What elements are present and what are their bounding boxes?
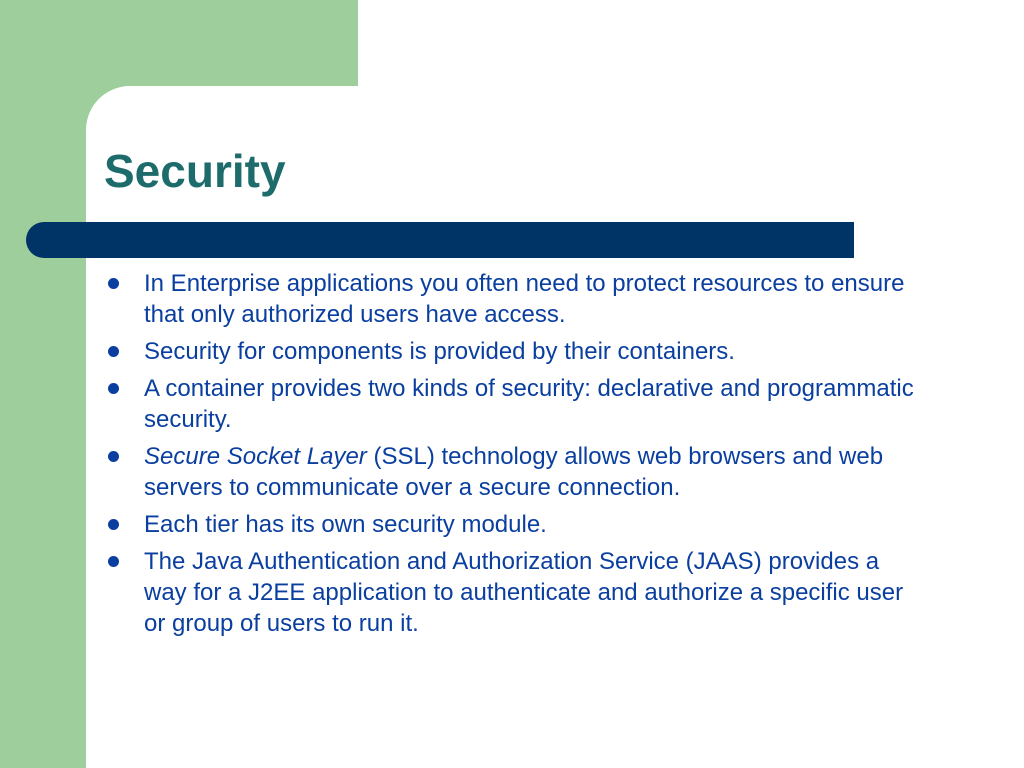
bullet-item (104, 268, 924, 330)
bullet-dot-icon (108, 556, 119, 567)
slide-title: Security (104, 145, 286, 197)
title-underline-bar (26, 222, 854, 258)
bullet-text: In Enterprise applications you often need to protect resources to ensure that only authorized users have access. (144, 270, 905, 328)
bullet-item (104, 373, 924, 435)
bullet-dot-icon (108, 519, 119, 530)
bullet-italic-text: Secure Socket Layer (144, 443, 367, 470)
bullet-text: A container provides two kinds of security: declarative and programmatic security. (144, 375, 914, 433)
bullet-item (104, 509, 924, 540)
bullet-dot-icon (108, 346, 119, 357)
bullet-item (104, 441, 924, 503)
bullet-dot-icon (108, 278, 119, 289)
bullet-text: Security for components is provided by their containers. (144, 338, 735, 365)
bullet-text: (SSL) technology allows web browsers and web servers to communicate over a secure connection. (144, 443, 884, 501)
bullet-list (104, 268, 924, 645)
bullet-item (104, 546, 924, 639)
bullet-dot-icon (108, 383, 119, 394)
bullet-text: Each tier has its own security module. (144, 511, 547, 538)
bullet-text: The Java Authentication and Authorization Service (JAAS) provides a way for a J2EE application to authenticate and authorize a specific user or group of users to run it. (144, 548, 904, 637)
bullet-item (104, 336, 924, 367)
bullet-dot-icon (108, 451, 119, 462)
